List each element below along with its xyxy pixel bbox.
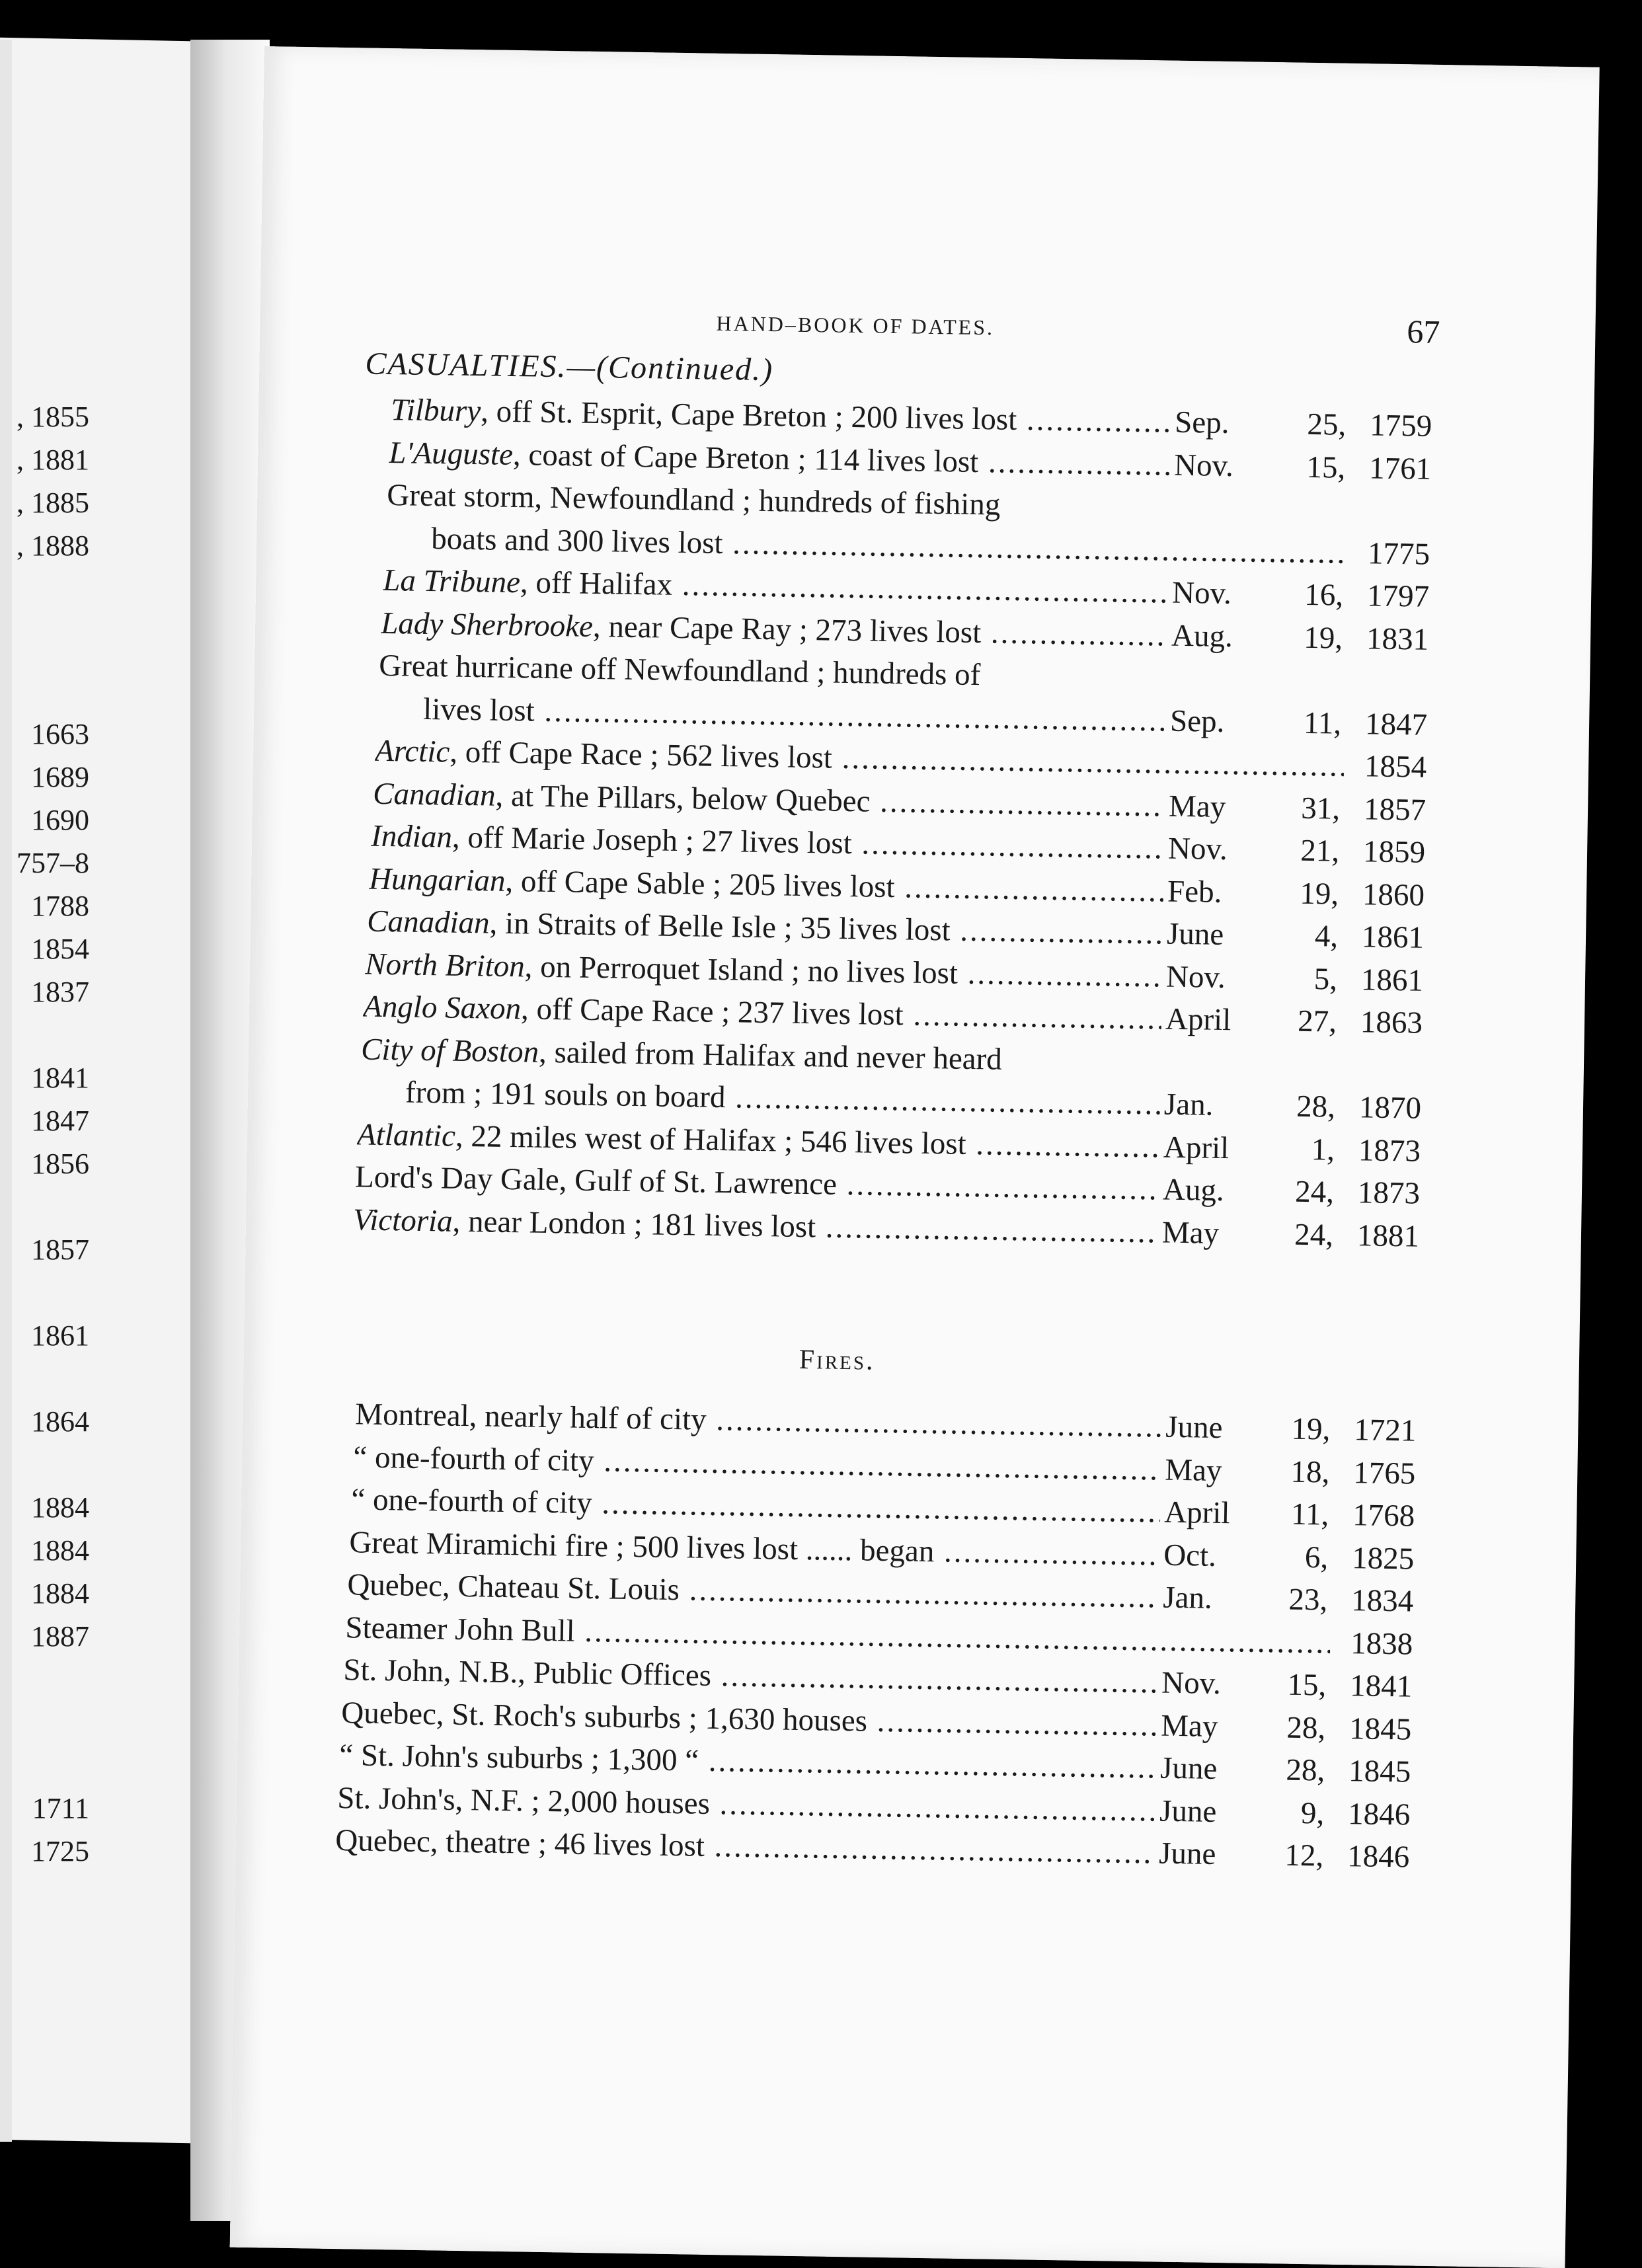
- entry-day: 24,: [1294, 1174, 1335, 1210]
- left-page-number: 1788: [31, 890, 89, 922]
- vessel-name: Victoria: [352, 1202, 453, 1239]
- left-page-number: 1884: [31, 1491, 89, 1524]
- entry-description: , on Perroquet Island ; no lives lost: [524, 949, 958, 991]
- entry-description: Great storm, Newfoundland ; hundreds of fishing: [386, 477, 1001, 522]
- entry-description: , at The Pillars, below Quebec: [495, 778, 871, 819]
- entry-year: 1761: [1368, 450, 1432, 487]
- entry-day: 27,: [1297, 1003, 1337, 1039]
- entry-description: Lord's Day Gale, Gulf of St. Lawrence: [354, 1159, 838, 1202]
- vessel-name: Lady Sherbrooke: [380, 606, 594, 644]
- vessel-name: Arctic: [374, 733, 450, 769]
- left-page-number: , 1881: [17, 444, 89, 476]
- vessel-name: North Briton: [364, 947, 526, 984]
- vessel-name: Atlantic: [356, 1116, 456, 1154]
- left-page-number: 1663: [31, 718, 89, 750]
- entry-description: , off Halifax: [520, 565, 673, 602]
- entry-year: 1873: [1358, 1132, 1421, 1169]
- entry-year: 1861: [1361, 919, 1425, 955]
- entry-description: , off Cape Race ; 237 lives lost: [520, 992, 904, 1033]
- entry-description: “ one-fourth of city: [351, 1482, 592, 1521]
- entry-month: Oct.: [1159, 1537, 1216, 1573]
- entry-day: 18,: [1290, 1454, 1330, 1490]
- entry-description: Steamer John Bull: [345, 1610, 576, 1649]
- left-page-number: 1689: [31, 761, 89, 793]
- entry-day: 19,: [1303, 620, 1343, 656]
- vessel-name: Indian: [370, 818, 453, 855]
- entry-day: 11,: [1290, 1497, 1329, 1532]
- entry-year: 1846: [1347, 1796, 1411, 1832]
- entry-description: , sailed from Halifax and never heard: [538, 1035, 1003, 1077]
- entry-description: , off Marie Joseph ; 27 lives lost: [451, 820, 853, 861]
- entry-day: 24,: [1294, 1217, 1334, 1253]
- entry-year: 1847: [1364, 706, 1428, 742]
- entry-month: Jan.: [1159, 1580, 1212, 1616]
- entry-year: 1845: [1349, 1711, 1412, 1747]
- entry-month: May: [1165, 788, 1226, 824]
- left-page-number: 1690: [31, 804, 89, 836]
- left-page-number: 1861: [31, 1319, 89, 1352]
- left-page-number: 1711: [32, 1792, 89, 1824]
- entry-month: May: [1158, 1214, 1220, 1251]
- entry-month: Nov.: [1164, 831, 1228, 867]
- entry-description: from ; 191 souls on board: [405, 1075, 726, 1115]
- entry-year: 1765: [1352, 1455, 1416, 1491]
- entry-month: Nov.: [1162, 958, 1226, 995]
- entry-day: 28,: [1286, 1752, 1325, 1788]
- entry-month: Nov.: [1168, 575, 1232, 611]
- entry-month: June: [1155, 1793, 1217, 1829]
- entry-description: St. John's, N.F. ; 2,000 houses: [336, 1780, 711, 1821]
- entry-year: 1838: [1350, 1625, 1413, 1662]
- entry-day: 9,: [1300, 1795, 1325, 1831]
- entry-day: 28,: [1286, 1710, 1326, 1746]
- vessel-name: La Tribune: [382, 563, 521, 600]
- entry-day: 6,: [1304, 1540, 1329, 1575]
- vessel-name: Anglo Saxon: [362, 989, 522, 1027]
- entry-description: , coast of Cape Breton ; 114 lives lost: [512, 437, 979, 479]
- left-page-number: , 1885: [17, 487, 89, 519]
- entry-month: June: [1163, 916, 1224, 953]
- entry-day: 19,: [1299, 876, 1339, 912]
- entry-year: 1857: [1363, 791, 1427, 828]
- vessel-name: City of Boston: [360, 1031, 539, 1070]
- left-page-number: 1837: [31, 976, 89, 1008]
- entry-year: 1881: [1356, 1218, 1420, 1254]
- entry-year: 1831: [1366, 621, 1429, 657]
- left-page-number: 1857: [31, 1233, 89, 1266]
- left-page-number: 1864: [31, 1405, 89, 1438]
- entry-day: 21,: [1300, 833, 1340, 869]
- entry-month: June: [1161, 1409, 1223, 1446]
- entry-month: April: [1160, 1495, 1230, 1532]
- left-page-number: 1854: [31, 933, 89, 965]
- entry-description: boats and 300 lives lost: [430, 521, 723, 561]
- entry-month: June: [1155, 1836, 1216, 1872]
- casualties-title-text: CASUALTIES.—(Continued.): [365, 346, 774, 388]
- entry-year: 1797: [1366, 578, 1430, 614]
- entry-year: 1721: [1353, 1413, 1417, 1448]
- entry-description: Great Miramichi fire ; 500 lives lost ...... began: [349, 1524, 935, 1569]
- entry-year: 1859: [1362, 834, 1426, 870]
- left-page-number: , 1855: [17, 401, 89, 433]
- left-page-number: 1856: [31, 1148, 89, 1180]
- left-page-number: 1841: [31, 1062, 89, 1094]
- entry-description: Quebec, St. Roch's suburbs ; 1,630 houses: [341, 1695, 868, 1739]
- entry-day: 15,: [1306, 450, 1346, 485]
- entry-day: 15,: [1287, 1667, 1327, 1703]
- entry-description: “ St. John's suburbs ; 1,300 “: [339, 1738, 699, 1778]
- entry-day: 23,: [1288, 1582, 1328, 1618]
- fires-title: Fires.: [799, 1344, 875, 1376]
- entry-year: 1860: [1362, 877, 1425, 913]
- entry-day: 31,: [1300, 791, 1341, 826]
- entry-month: Sep.: [1166, 703, 1225, 739]
- entry-day: 28,: [1296, 1089, 1336, 1124]
- entry-month: April: [1161, 1001, 1232, 1038]
- entry-description: , off Cape Race ; 562 lives lost: [449, 734, 833, 775]
- casualties-title: [365, 345, 773, 388]
- entry-day: 11,: [1303, 705, 1342, 741]
- entry-year: 1825: [1351, 1540, 1415, 1577]
- vessel-name: Tilbury: [390, 393, 481, 429]
- vessel-name: Canadian: [366, 904, 490, 941]
- entry-description: “ one-fourth of city: [353, 1439, 594, 1478]
- entry-year: 1873: [1357, 1175, 1421, 1211]
- left-page-number: , 1888: [17, 529, 89, 562]
- entry-year: 1759: [1369, 408, 1432, 444]
- entry-month: Aug.: [1159, 1171, 1225, 1208]
- entry-day: 1,: [1311, 1132, 1335, 1167]
- entry-year: 1834: [1350, 1583, 1414, 1619]
- entry-month: May: [1157, 1707, 1218, 1744]
- entry-month: Feb.: [1163, 873, 1222, 910]
- entry-month: May: [1161, 1452, 1222, 1488]
- entry-description: , off Cape Sable ; 205 lives lost: [505, 863, 896, 904]
- entry-description: Great hurricane off Newfoundland ; hundreds of: [378, 648, 981, 693]
- entry-day: 4,: [1314, 919, 1339, 954]
- entry-month: June: [1156, 1750, 1218, 1787]
- left-page-number: 1847: [31, 1105, 89, 1137]
- entry-description: Quebec, theatre ; 46 lives lost: [334, 1823, 705, 1863]
- page-number: 67: [1407, 313, 1440, 350]
- entry-description: , near London ; 181 lives lost: [452, 1204, 816, 1244]
- entry-year: 1768: [1352, 1498, 1415, 1534]
- entry-year: 1845: [1348, 1754, 1411, 1789]
- entry-day: 16,: [1304, 577, 1344, 613]
- casualties-entry-text: [391, 392, 1171, 440]
- entry-month: Sep.: [1171, 405, 1230, 441]
- page-67: [230, 46, 1600, 2268]
- entry-month: Nov.: [1157, 1665, 1221, 1701]
- entry-day: 12,: [1284, 1838, 1324, 1873]
- entry-month: Aug.: [1167, 617, 1233, 654]
- entry-month: Nov.: [1170, 447, 1233, 483]
- entry-description: , off St. Esprit, Cape Breton ; 200 lives lost: [480, 394, 1017, 437]
- entry-description: St. John, N.B., Public Offices: [343, 1653, 712, 1693]
- vessel-name: L'Auguste: [388, 435, 514, 472]
- entry-month: April: [1159, 1129, 1230, 1166]
- left-page-number: 757–8: [17, 847, 89, 879]
- entry-description: , 22 miles west of Halifax ; 546 lives lost: [455, 1118, 967, 1161]
- left-page-number: 1884: [31, 1534, 89, 1567]
- entry-description: , near Cape Ray ; 273 lives lost: [592, 609, 982, 650]
- entry-description: lives lost: [422, 691, 535, 728]
- entry-day: 19,: [1291, 1411, 1331, 1447]
- entry-description: , in Straits of Belle Isle ; 35 lives lost: [489, 906, 951, 948]
- entry-month: Jan.: [1160, 1086, 1214, 1122]
- left-page-number: 1725: [31, 1835, 89, 1867]
- entry-year: 1861: [1360, 962, 1424, 998]
- entry-year: 1863: [1360, 1005, 1423, 1040]
- entry-year: 1854: [1364, 749, 1427, 785]
- vessel-name: Canadian: [372, 776, 496, 813]
- fires-entry-text: [355, 1396, 1162, 1444]
- entry-year: 1775: [1367, 535, 1430, 572]
- entry-day: 5,: [1313, 961, 1338, 997]
- entry-year: 1841: [1349, 1668, 1413, 1704]
- left-page-number: 1884: [31, 1577, 89, 1610]
- entry-description: Quebec, Chateau St. Louis: [347, 1567, 680, 1608]
- running-header: HAND–BOOK OF DATES.: [716, 311, 995, 340]
- entry-description: Montreal, nearly half of city: [355, 1397, 707, 1437]
- left-page-edge: [0, 40, 12, 2142]
- vessel-name: Hungarian: [368, 861, 506, 898]
- entry-year: 1870: [1358, 1090, 1422, 1126]
- entry-year: 1846: [1347, 1839, 1410, 1875]
- left-page-number: 1887: [31, 1620, 89, 1653]
- entry-day: 25,: [1307, 407, 1347, 442]
